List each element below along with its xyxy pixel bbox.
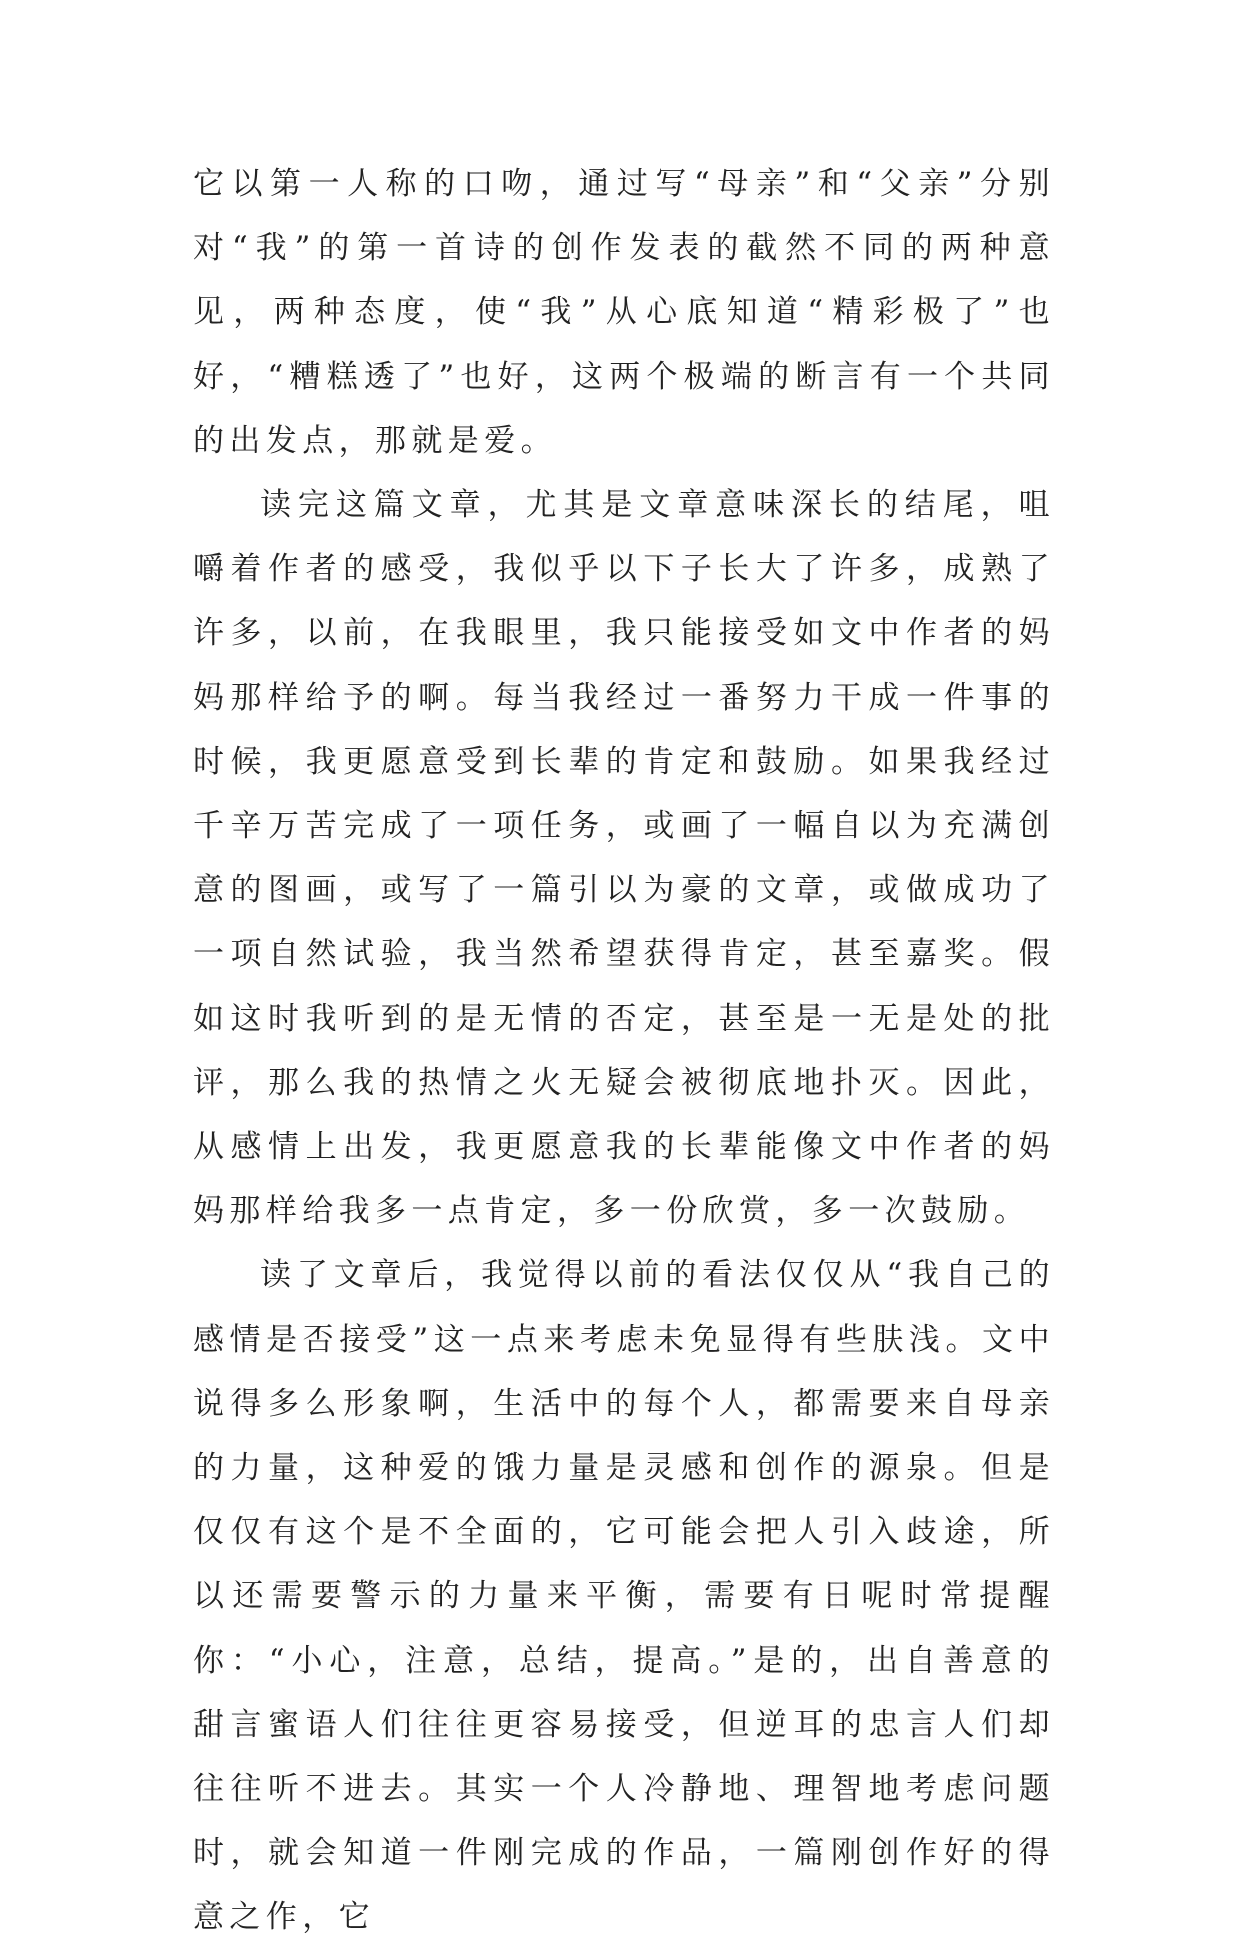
paragraph-1: 它以第一人称的口吻，通过写“母亲”和“父亲”分别对“我”的第一首诗的创作发表的截然不同的两种意见，两种态度，使“我”从心底知道“精彩极了”也好，“糟糕透了”也好，这两个极端的断言有一个共同的出发点，那就是爱。 bbox=[193, 166, 1055, 459]
paragraph-2: 读完这篇文章，尤其是文章意味深长的结尾，咀嚼着作者的感受，我似乎以下子长大了许多，成熟了许多，以前，在我眼里，我只能接受如文中作者的妈妈那样给予的啊。每当我经过一番努力干成一件事的时候，我更愿意受到长辈的肯定和鼓励。如果我经过千辛万苦完成了一项任务，或画了一幅自以为充满创意的图画，或写了一篇引以为豪的文章，或做成功了一项自然试验，我当然希望获得肯定，甚至嘉奖。假如这时我听到的是无情的否定，甚至是一无是处的批评，那么我的热情之火无疑会被彻底地扑灭。因此，从感情上出发，我更愿意我的长辈能像文中作者的妈妈那样给我多一点肯定，多一份欣赏，多一次鼓励。 bbox=[193, 487, 1055, 1230]
paragraph-3: 读了文章后，我觉得以前的看法仅仅从“我自己的感情是否接受”这一点来考虑未免显得有些肤浅。文中说得多么形象啊，生活中的每个人，都需要来自母亲的力量，这种爱的饿力量是灵感和创作的源泉。但是仅仅有这个是不全面的，它可能会把人引入歧途，所以还需要警示的力量来平衡，需要有日呢时常提醒你：“小心，注意，总结，提高。”是的，出自善意的甜言蜜语人们往往更容易接受，但逆耳的忠言人们却往往听不进去。其实一个人冷静地、理智地考虑问题时，就会知道一件刚完成的作品，一篇刚创作好的得意之作，它 bbox=[193, 1257, 1055, 1936]
body-text bbox=[193, 152, 1055, 1950]
